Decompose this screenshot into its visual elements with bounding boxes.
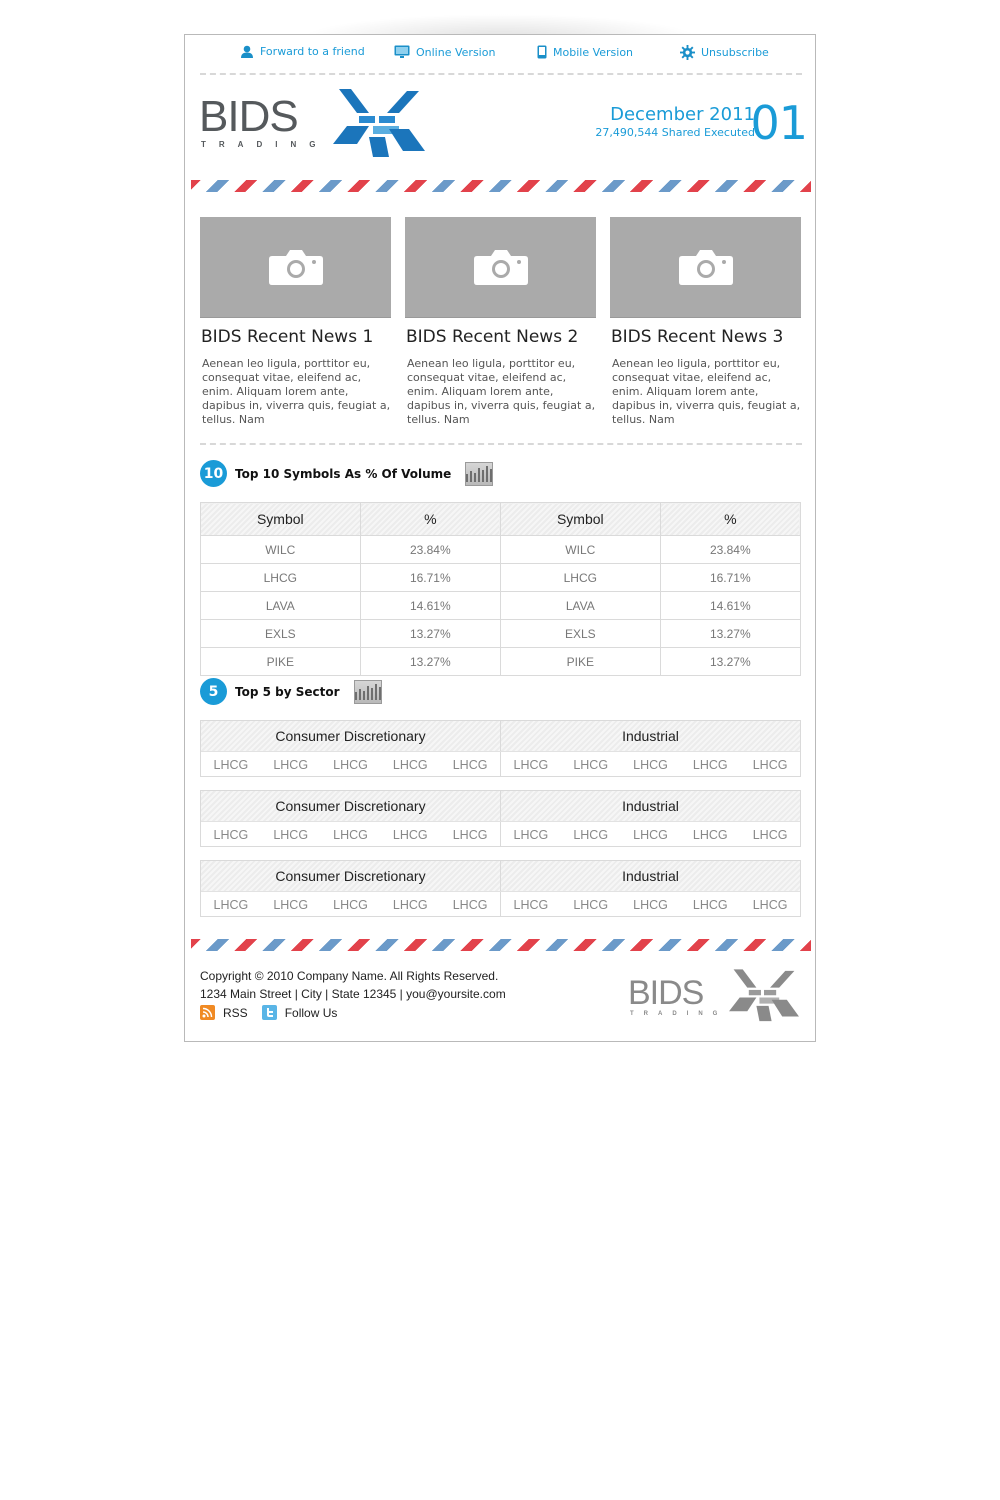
sector-symbol: LHCG — [692, 827, 728, 842]
mobile-version-link[interactable]: Mobile Version — [537, 45, 633, 59]
sector-section-header — [200, 678, 382, 705]
table-cell: LAVA — [201, 592, 361, 620]
logo-wordmark: BIDS — [199, 92, 298, 141]
shares-executed: 27,490,544 Shared Executed — [595, 126, 755, 139]
table-cell: 23.84% — [360, 536, 500, 564]
unsubscribe-link[interactable]: Unsubscribe — [680, 45, 769, 60]
table-cell: 16.71% — [660, 564, 800, 592]
issue-date — [595, 105, 755, 140]
sector-symbol: LHCG — [452, 757, 488, 772]
table-cell: LHCG — [500, 564, 660, 592]
divider — [200, 443, 802, 445]
count-badge: 10 — [200, 460, 227, 487]
sector-symbol: LHCG — [633, 827, 668, 842]
column-header: % — [660, 503, 800, 536]
sector-name: Industrial — [622, 728, 679, 744]
twitter-icon[interactable] — [262, 1005, 277, 1020]
social-links — [200, 1005, 337, 1020]
table-cell: LHCG — [201, 564, 361, 592]
sector-name: Consumer Discretionary — [201, 721, 501, 751]
sector-symbol: LHCG — [452, 897, 488, 912]
camera-icon — [678, 248, 734, 286]
sector-symbol: LHCG — [273, 827, 309, 842]
table-cell: 14.61% — [660, 592, 800, 620]
sector-symbol: LHCG — [392, 757, 428, 772]
table-cell: 13.27% — [360, 620, 500, 648]
news-title[interactable]: BIDS Recent News 2 — [406, 327, 579, 347]
sector-symbol: LHCG — [752, 897, 788, 912]
bar-chart-icon[interactable] — [354, 680, 382, 704]
news-card-1[interactable] — [200, 217, 391, 427]
sector-symbol: LHCG — [513, 897, 549, 912]
follow-us-link[interactable]: Follow Us — [284, 1005, 338, 1020]
camera-icon — [473, 248, 529, 286]
logo-x-mark-icon — [329, 89, 429, 159]
table-cell: WILC — [500, 536, 660, 564]
table-row — [201, 536, 801, 564]
sector-symbol: LHCG — [213, 897, 249, 912]
table-cell: EXLS — [201, 620, 361, 648]
sector-symbol: LHCG — [333, 827, 368, 842]
table-row — [201, 564, 801, 592]
table-row — [201, 592, 801, 620]
image-placeholder — [610, 217, 801, 318]
symbols-section-header — [200, 460, 493, 487]
sector-symbol: LHCG — [752, 827, 788, 842]
sector-symbol: LHCG — [573, 827, 609, 842]
footer-logo — [628, 969, 808, 1023]
news-card-3[interactable] — [610, 217, 801, 427]
rss-link[interactable]: RSS — [223, 1005, 248, 1020]
issue-number: 01 — [750, 96, 807, 150]
sector-symbol: LHCG — [573, 757, 609, 772]
sector-symbol: LHCG — [633, 897, 668, 912]
count-badge: 5 — [200, 678, 227, 705]
sector-name: Consumer Discretionary — [201, 861, 501, 891]
phone-icon — [537, 45, 547, 59]
section-title: Top 5 by Sector — [235, 684, 340, 699]
sector-symbol: LHCG — [692, 897, 728, 912]
section-title: Top 10 Symbols As % Of Volume — [235, 466, 452, 481]
table-cell: LAVA — [500, 592, 660, 620]
symbols-table — [200, 502, 801, 676]
logo-subtitle: TRADING — [201, 140, 329, 149]
table-cell: 13.27% — [660, 620, 800, 648]
news-excerpt: Aenean leo ligula, porttitor eu, consequat vitae, eleifend ac, enim. Aliquam lorem ante, dapibus in, viverra quis, feugiat a, tellus. Nam — [407, 357, 596, 426]
news-title[interactable]: BIDS Recent News 1 — [201, 327, 374, 347]
forward-link[interactable]: Forward to a friend — [240, 45, 365, 58]
newsletter-frame — [184, 34, 816, 1042]
gear-icon — [680, 45, 695, 60]
sector-symbol: LHCG — [573, 897, 609, 912]
airmail-stripe-bottom — [191, 939, 811, 951]
monitor-icon — [394, 45, 410, 59]
online-version-link[interactable]: Online Version — [394, 45, 495, 59]
table-cell: 14.61% — [360, 592, 500, 620]
sector-symbol: LHCG — [273, 897, 309, 912]
logo-wordmark: BIDS — [628, 974, 704, 1012]
sector-symbol: LHCG — [213, 827, 249, 842]
sector-symbol: LHCG — [452, 827, 488, 842]
news-excerpt: Aenean leo ligula, porttitor eu, consequat vitae, eleifend ac, enim. Aliquam lorem ante, dapibus in, viverra quis, feugiat a, tellus. Nam — [202, 357, 391, 426]
bar-chart-icon[interactable] — [465, 462, 493, 486]
rss-icon[interactable] — [200, 1005, 215, 1020]
table-cell: 23.84% — [660, 536, 800, 564]
address: 1234 Main Street | City | State 12345 | you@yoursite.com — [200, 987, 506, 1001]
table-cell: 13.27% — [660, 648, 800, 676]
news-card-2[interactable] — [405, 217, 596, 427]
sector-symbol: LHCG — [513, 757, 549, 772]
table-cell: 13.27% — [360, 648, 500, 676]
user-icon — [240, 45, 254, 58]
sector-block-1 — [200, 720, 801, 777]
sector-symbol: LHCG — [333, 897, 368, 912]
copyright: Copyright © 2010 Company Name. All Rights Reserved. — [200, 969, 499, 983]
table-row — [201, 620, 801, 648]
table-cell: 16.71% — [360, 564, 500, 592]
sector-name: Consumer Discretionary — [201, 791, 501, 821]
column-header: Symbol — [500, 503, 660, 536]
sector-name: Industrial — [622, 868, 679, 884]
news-excerpt: Aenean leo ligula, porttitor eu, consequat vitae, eleifend ac, enim. Aliquam lorem ante, dapibus in, viverra quis, feugiat a, tellus. Nam — [612, 357, 801, 426]
sector-name: Industrial — [622, 798, 679, 814]
logo-subtitle: TRADING — [630, 1011, 728, 1017]
sector-symbol: LHCG — [392, 827, 428, 842]
news-title[interactable]: BIDS Recent News 3 — [611, 327, 784, 347]
sector-symbol: LHCG — [213, 757, 249, 772]
table-cell: WILC — [201, 536, 361, 564]
table-cell: EXLS — [500, 620, 660, 648]
column-header: Symbol — [201, 503, 361, 536]
sector-symbol: LHCG — [633, 757, 668, 772]
column-header: % — [360, 503, 500, 536]
airmail-stripe-top — [191, 180, 811, 192]
sector-symbol: LHCG — [392, 897, 428, 912]
sector-block-2 — [200, 790, 801, 847]
table-row — [201, 648, 801, 676]
sector-symbol: LHCG — [513, 827, 549, 842]
table-cell: PIKE — [500, 648, 660, 676]
divider — [200, 73, 802, 75]
footer-text — [200, 967, 506, 1003]
bids-logo — [199, 89, 429, 159]
sector-symbol: LHCG — [692, 757, 728, 772]
image-placeholder — [200, 217, 391, 318]
sector-symbol: LHCG — [273, 757, 309, 772]
sector-block-3 — [200, 860, 801, 917]
camera-icon — [268, 248, 324, 286]
image-placeholder — [405, 217, 596, 318]
logo-x-mark-icon — [726, 969, 802, 1023]
table-header-row — [201, 503, 801, 536]
issue-month: December 2011 — [610, 104, 755, 125]
sector-symbol: LHCG — [752, 757, 788, 772]
table-cell: PIKE — [201, 648, 361, 676]
sector-symbol: LHCG — [333, 757, 368, 772]
